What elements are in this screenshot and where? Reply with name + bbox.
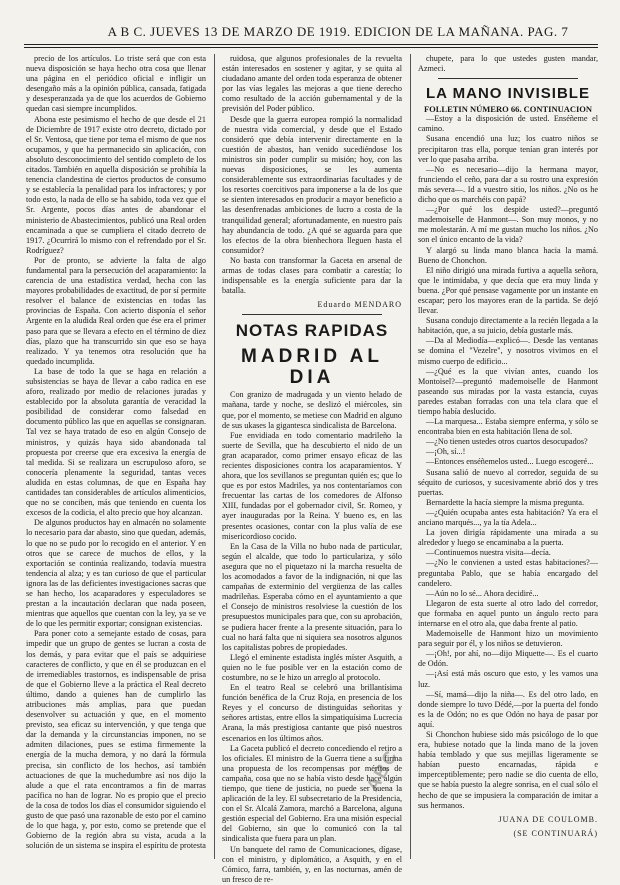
article-paragraph: No basta con transformar la Gaceta en arsenal de armas de todas clases para combatir a carestía; lo indispensable es la energía suficiente para dar la batalla.: [222, 255, 402, 296]
serial-author: JUANA DE COULOMB.: [498, 814, 598, 824]
serial-paragraph: —¡Así está más oscuro que esto, y les vamos una luz.: [418, 669, 598, 689]
serial-paragraph: —¡Oh!, por ahí, no—dijo Miquette—. Es el cuarto de Odón.: [418, 649, 598, 669]
serial-paragraph: Susana encendió una luz; los cuatro niños se precipitaron tras ella, porque tenían gran interés por ver lo que pasaba arriba.: [418, 134, 598, 164]
serial-continue-note: (SE CONTINUARÁ): [513, 828, 598, 838]
serial-paragraph: —Continuemos nuestra visita—decía.: [426, 548, 551, 558]
madrid-paragraph: En la Casa de la Villa no hubo nada de particular, según el alcalde, que todo lo particulariza, y sólo asegura que no el piquetazo ni la marcha resuelta de los acomodados a favor de la indignación, ni que las campañas de exterminio del vergüenza de las calles madrileñas. Esperaba cómo en el ayuntamiento a que el Consejo de ministros resolviese la cuestión de los presupuestos municipales para que, con su aprobación, se pudiera hacer frente a la presente situación, para lo cual no hará falta que ni siquiera sea nosotros algunos los capitalistas pobres de propiedades.: [222, 541, 402, 652]
article-paragraph: Para poner coto a semejante estado de cosas, para impedir que un grupo de gentes se lucran a costa de los demás, y para evitar que el país se adquiriese caracteres de conflicto, y que en él se produzcan en el de irremediables trastornos, es indispensable de prisa de que el Gobierno lleve a la práctica el Real decreto último, dando a quienes han de cumplirlo las atribuciones más amplias, para que puedan desenvolver su actuación y que, en el momento previsto, sea eficaz su intervención, y que tenga que dar la demanda y la circunstancias imponen, no se admiten dilaciones, pues se estima firmemente la energía de la mucha demora, y no dará la fórmula precisa, sin conflicto de los hechos, así también actuaciones de que la muchedumbre así nos dijo la alude a que el rata encontramos a fin de marras pacífica no han de lograr. No es propio que el precio de la cosa de todos los días el consumidor siguiendo el gusto de que pasó una razonable de esto por el camino de lo que haga, y, por esto, como se pretende que el Gobierno de la región abra su vista, acuda a la solución de un sistema se inspira el espíritu de protesta: [26, 629, 206, 851]
serial-paragraph: —¿No le convienen a usted estas habitaciones?—preguntaba Pablo, que se había encargado del candelero.: [418, 558, 598, 588]
masthead-rule-2: [24, 47, 598, 48]
column-3-top: [418, 54, 598, 74]
serial-paragraph: —¿Quién ocupaba antes esta habitación? Ya era el anciano marqués..., ya la tía Adela...: [418, 507, 598, 528]
serial-paragraph: La joven dirigía rápidamente una mirada a su alrededor y luego se encaminaba a la puerta.: [418, 528, 598, 548]
serial-paragraph: Si Chonchon hubiese sido más psicólogo de lo que era, hubiese notado que la linda mano de la joven había temblado y que sus mejillas ligeramente se habían puesto encarnadas, rápida e imperceptiblemente; pero nadie se dio cuenta de ello, que se había puesto la alegre sonrisa, en el cual sólo el hecho de que se impusiera la comparación de imitar a sus hermanos.: [418, 730, 598, 810]
notas-rapidas-heading: NOTAS RAPIDAS: [235, 321, 389, 341]
serial-paragraph: Bernardette la hacía siempre la misma pregunta.: [426, 497, 584, 507]
article-paragraph: ruidosa, que algunos profesionales de la revuelta están interesados en sostener y agitar, y se quita al ciudadano amante del orden toda esperanza de obtener por las vías legales las mejoras a que tiene derecho como resultado de la acción gubernamental y de la previsión del Poder público.: [222, 54, 402, 114]
madrid-paragraph: Un banquete del ramo de Comunicaciones, dígase, con el ministro, y diplomático, a Asquith, y en el Cómico, farra, también, y, en las nocturnas, amén de un fresco de re-: [222, 844, 402, 884]
serial-paragraph: —¿Qué es la que vivían antes, cuando los Montoisel?—preguntó mademoiselle de Hanmont paseando sus miradas por la vasta estancia, cuyas paredes estaban forradas con una tela clara que el tiempo había deslucido.: [418, 366, 598, 416]
serial-subtitle: FOLLETIN NÚMERO 66. CONTINUACION: [423, 104, 593, 115]
madrid-paragraph: Con granizo de madrugada y un viento helado de mañana, tarde y noche, se deslizó el miércoles, sin que, por el momento, se metiese con Madrid en alguno de sus ukases la gigantesca sindicalista de Barcelona.: [222, 390, 402, 430]
serial-paragraph: —No es necesario—dijo la hermana mayor, frunciendo el ceño, para dar a su rostro una expresión más severa—. Id a vuestro sitio, los niños. ¿No os he dicho que os marchéis con papá?: [418, 164, 598, 205]
article-paragraph: Desde que la guerra europea rompió la normalidad de nuestra vida comercial, y desde que el Estado consideró que debía intervenir directamente en la cuestión de abastos, han venido sucediéndose los ministros sin poder cumplir su misión; hoy, con las nuevas disposiciones, se les aumenta considerablemente sus extraordinarias facultades y de los resortes coercitivos para imponerse a la de los que se sienten interesados en producir a mayor beneficio a las desenfrenadas ambiciones de lucro a costa de la tranquilidad general; afortunadamente, en nuestro país hay abundancia de todo. ¿A qué se aguarda para que los efectos de la obra bienhechora lleguen hasta el consumidor?: [222, 114, 402, 255]
serial-paragraph: Y alargó su linda mano blanca hacia la mamá. Bueno de Chonchon.: [418, 245, 598, 265]
serial-paragraph: —¿No tienen ustedes otros cuartos desocupados?: [426, 437, 588, 447]
serial-paragraph: —¡Oh, sí...!: [426, 447, 466, 457]
column-separator: [214, 54, 215, 859]
article-paragraph: Abona este pesimismo el hecho de que desde el 21 de Diciembre de 1917 existe otro decreto, dictado por el Sr. Ventosa, que tiene por tema el mismo de que nos ocupamos, y que ha permanecido sin aplicación, con absoluto desconocimiento del sentido completo de los citados. También en aquella disposición se prohibía la tenencia clandestina de ciertos productos de consumo y se establecía la penalidad para los infractores; y por todo esto, la nada de ello se ha sabido, toda vez que el Sr. Argente, pocos días antes de abandonar el ministerio de Abastecimientos, publicó una Real orden encaminada a que se cumpliera el citado decreto de 1917. ¿Ocurrirá lo mismo con el refrendado por el Sr. Rodríguez?: [26, 114, 206, 255]
serial-paragraph: —Da al Mediodía—explicó—. Desde las ventanas se domina el "Vezelre", y nosotros vivimos en el mismo cuerpo de edificio...: [418, 336, 598, 366]
column-1-body: [26, 54, 206, 851]
serial-paragraph: —Sí, mamá—dijo la niña—. Es del otro lado, en donde siempre lo tuvo Dédé,—por la puerta del fondo es la de Odón; no es que Odón no haya de pasar por aquí.: [418, 689, 598, 729]
serial-paragraph: Mademoiselle de Hanmont hizo un movimiento para seguir por él, y los niños se detuvieron.: [418, 629, 598, 649]
column-3: [418, 54, 598, 859]
serial-paragraph: Susana salió de nuevo al corredor, seguida de su séquito de curiosos, y sucesivamente abrió dos y tres puertas.: [418, 467, 598, 497]
article-paragraph: precio de los artículos. Lo triste será que con esta nueva disposición se haya hecho otra cosa que llenar una página en el periódico oficial e infligir un desengaño más a la opinión pública, cansada, fatigada y desesperanzada ya de que los acuerdos de Gobierno quedan casi siempre incumplidos.: [26, 54, 206, 114]
serial-body: [418, 114, 598, 810]
masthead: A B C. JUEVES 13 DE MARZO DE 1919. EDICION DE LA MAÑANA. PAG. 7: [107, 24, 569, 39]
serial-paragraph: El niño dirigió una mirada furtiva a aquella señora, que le intimidaba, y que decía que era muy linda y buena. ¿Por qué pensase vagamente por un instante en escapar; pero los mayores eran de la partida. Se dejó llevar.: [418, 265, 598, 316]
madrid-paragraph: Llegó el eminente estadista inglés míster Asquith, a quien no le fue posible ver en la estación como de costumbre, no se le hizo un arreglo al protocolo.: [222, 652, 402, 682]
madrid-paragraph: Fue envidiada en todo comentario madrileño la suerte de Sevilla, que ha descubierto el nido de un gran acaparador, como primer ensayo eficaz de las recientes disposiciones contra los acaparamientos. Y ahora, que los sevillanos se preguntan quién es; que lo que es por estos Madriles, ya nos contentaríamos con frecuentar las cartas de los comedores de Alfonso XIII, fundadas por el gobernador civil, Sr. Romeo, y ayer inauguradas por la Reina. Y bueno es, en las presentes ocasiones, contar con la plus valía de ese misericordioso cocido.: [222, 430, 402, 541]
serial-paragraph: —Entonces enséñemelos usted... Luego escogeré...: [426, 457, 594, 467]
article-signature: Eduardo MENDARO: [317, 300, 402, 310]
column-separator: [410, 54, 411, 859]
madrid-al-dia-heading: MADRID AL DIA: [241, 346, 383, 389]
section-divider: [438, 78, 578, 79]
serial-paragraph: —Aún no lo sé... Ahora decidiré...: [426, 588, 539, 598]
masthead-rule: [24, 44, 598, 45]
serial-paragraph: —La marquesa... Estaba siempre enferma, y sólo se encontraba bien en esta habitación llena de sol.: [418, 417, 598, 437]
column-2: [222, 54, 402, 884]
madrid-paragraph: En el teatro Real se celebró una brillantísima función benéfica de la Cruz Roja, en presencia de los Reyes y el concurso de distinguidas señoritas y señores artistas, entre ellos la simpatiquísima Lucrecia Arana, la más prestigiosa cantante que pisó nuestros escenarios en los últimos años.: [222, 683, 402, 743]
column-1: [26, 54, 206, 859]
madrid-al-dia-body: [222, 390, 402, 885]
serial-paragraph: —¿Por qué los despide usted?—preguntó mademoiselle de Hanmont—. Son muy monos, y no me molestarán. A mí me gustan mucho los niños. ¿No son el único encanto de la vida?: [418, 205, 598, 245]
section-divider: [242, 314, 382, 315]
article-paragraph: Por de pronto, se advierte la falta de algo fundamental para la persecución del acaparamiento: la carencia de una estadística verdad, hecha con las mayores probabilidades de exactitud, de por sí permite resolver el balance de existencias en todas las provincias de España. Con acierto disponía el señor Argente en la aludida Real orden que ése era el primer paso para que se llevara a efecto en el término de diez días, plazo que ha transcurrido sin que eso se haya realizado. Y ya tenemos otra resolución que ha quedado incumplida.: [26, 255, 206, 366]
serial-title: LA MANO INVISIBLE: [426, 85, 590, 103]
serial-paragraph: Susana condujo directamente a la recién llegada a la habitación, que, a su juicio, debía gustarle más.: [418, 316, 598, 336]
article-paragraph: La base de todo la que se haga en relación a subsistencias se haya de llevar a cabo radica en ese aforo, realizado por medio de relaciones juradas y establecido por la absoluta garantía de veracidad la posibilidad de considerar como falsedad en documento público las que en aquellas se consignaran. Tal vez se haya tratado de eso en algún Consejo de ministros, y quizás haya sido abandonada tal propuesta por creerse que era excesiva la energía de tal medida. Si se realizara un escrupuloso aforo, se conocería plenamente la seguridad, tantas veces aludida en estas columnas, de que en España hay cantidades tan considerables de artículos alimenticios, que no se conciben, más que teniendo en cuenta los excesos de la codicia, el alto precio que hoy alcanzan.: [26, 366, 206, 518]
library-stamp-watermark: ABC: [362, 745, 402, 795]
column-2-body: [222, 54, 402, 296]
madrid-paragraph: La Gaceta publicó el decreto concediendo el retiro a los oficiales. El ministro de la Guerra tiene a su firma una propuesta de los recompensas por méritos de campaña, cosa que no se había visto desde hace algún tiempo, que tiene de justicia, no puede ser buena la aplicación de la ley. El subsecretario de la Presidencia, con el Sr. Alcalá Zamora, marchó a Barcelona, alguna gestión especial del Gobierno. Era una misión especial del Gobierno, sin que lo comunicó con la tal sindicalista que fuera para un plan.: [222, 743, 402, 844]
article-paragraph: De algunos productos hay en almacén no solamente lo necesario para dar abasto, sino que quedan, además, lo que no se pudo por lo recogido en el anterior. Y en otros que se carece de muchos de ellos, y la exportación se continúa realizando, todavía muestra tendencia al alza; y es tan curioso de que el particular ignora las de las deficientes investigaciones sacras que se han hecho, los acaparadores y especuladores se prestan a la incautación declaran que nada poseen, mientras que aquellos que cuentan con la ley, ya se ve de lo que les permitir exportar; consignan existencias.: [26, 518, 206, 629]
serial-paragraph: —Estoy a la disposición de usted. Enséñeme el camino.: [418, 114, 598, 134]
article-paragraph: chupete, para lo que ustedes gusten mandar, Azmeci.: [418, 54, 598, 74]
serial-paragraph: Llegaron de esta suerte al otro lado del corredor, que formaba en aquel punto un ángulo recto para internarse en el otro ala, que daba frente al patio.: [418, 598, 598, 628]
